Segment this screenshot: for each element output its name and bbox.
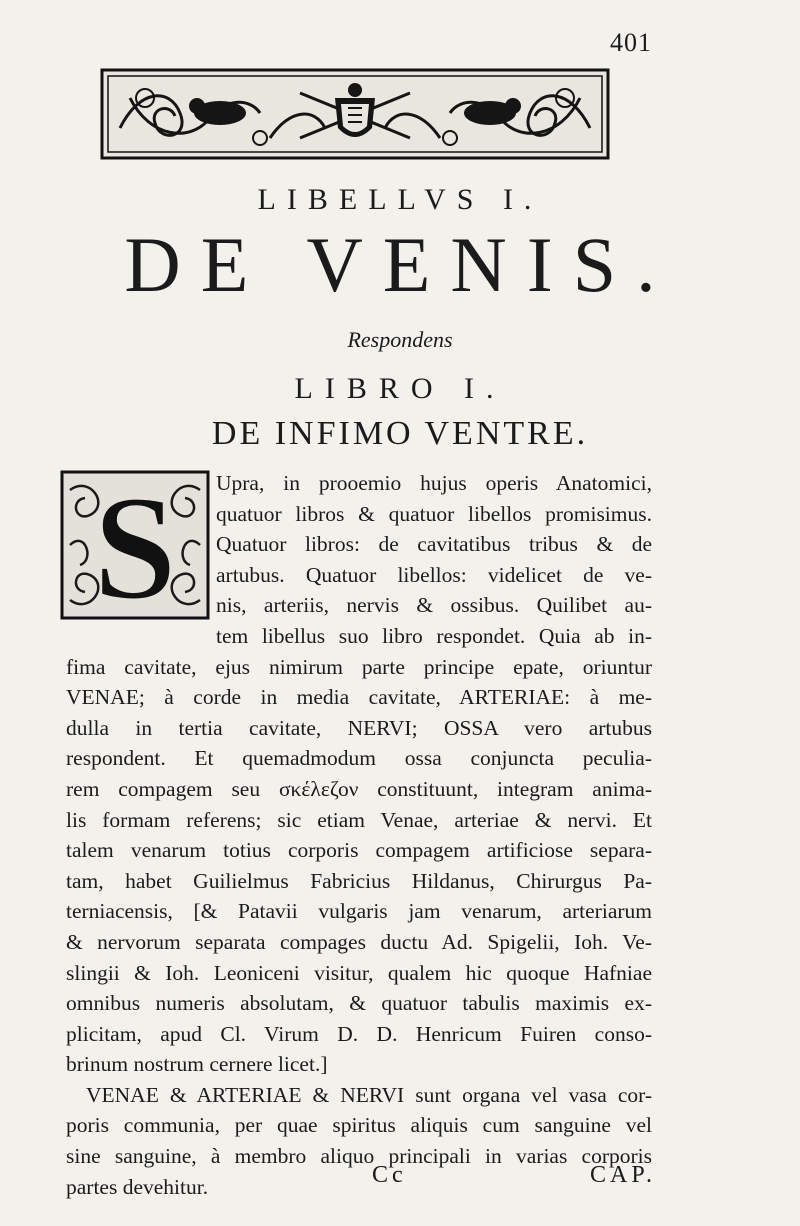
text-line: rem compagem seu σκέλεζον constituunt, integram anima- (66, 776, 652, 801)
libro-heading: LIBRO I. (294, 372, 506, 405)
respondens-subtitle: Respondens (347, 327, 453, 352)
text-line: fima cavitate, ejus nimirum parte principe epate, oriuntur (66, 654, 652, 679)
text-line: terniacensis, [& Patavii vulgaris jam venarum, arteriarum (66, 899, 652, 924)
text-line: artubus. Quatuor libellos: videlicet de ve- (216, 562, 652, 587)
text-line: plicitam, apud Cl. Virum D. D. Henricum Fuiren conso- (66, 1021, 652, 1046)
text-line: nis, arteriis, nervis & ossibus. Quilibet au- (216, 593, 652, 618)
text-line: VENAE; à corde in media cavitate, ARTERIAE: à me- (66, 685, 652, 710)
text-line: slingii & Ioh. Leoniceni visitur, qualem hic quoque Hafniae (66, 960, 652, 985)
text-line: omnibus numeris absolutam, & quatuor tabulis maximis ex- (66, 991, 652, 1016)
text-line: brinum nostrum cernere licet.] (66, 1052, 328, 1077)
body-text (66, 468, 652, 1202)
text-line: Quatuor libros: de cavitatibus tribus & de (216, 532, 652, 557)
text-line: respondent. Et quemadmodum ossa conjuncta peculia- (66, 746, 652, 771)
text-line: VENAE & ARTERIAE & NERVI sunt organa vel vasa cor- (86, 1082, 652, 1107)
text-line: tem libellus suo libro respondet. Quia ab in- (216, 623, 652, 648)
text-line: partes devehitur. (66, 1174, 209, 1199)
text-line: poris communia, per quae spiritus aliquis cum sanguine vel (66, 1113, 652, 1138)
section-title: DE INFIMO VENTRE. (211, 415, 589, 452)
text-line: tam, habet Guilielmus Fabricius Hildanus, Chirurgus Pa- (66, 868, 652, 893)
text-line: talem venarum totius corporis compagem artificiose separa- (66, 838, 652, 863)
text-line: quatuor libros & quatuor libellos promisimus. (216, 501, 652, 526)
page-number: 401 (610, 28, 652, 57)
signature-mark: Cc (372, 1162, 407, 1188)
dropcap-letter: S (93, 470, 177, 620)
ornamental-headpiece (100, 68, 610, 160)
libellus-heading: LIBELLVS I. (257, 183, 543, 216)
main-title: DE VENIS. (124, 221, 676, 308)
text-line: sine sanguine, à membro aliquo principali in varias corporis (66, 1144, 652, 1169)
text-line: Upra, in prooemio hujus operis Anatomici, (216, 471, 652, 495)
catchword: CAP. (590, 1162, 657, 1188)
text-line: dulla in tertia cavitate, NERVI; OSSA vero artubus (66, 715, 652, 740)
text-line: & nervorum separata compages ductu Ad. Spigelii, Ioh. Ve- (66, 929, 652, 954)
text-line: lis formam referens; sic etiam Venae, arteriae & nervi. Et (66, 807, 652, 832)
